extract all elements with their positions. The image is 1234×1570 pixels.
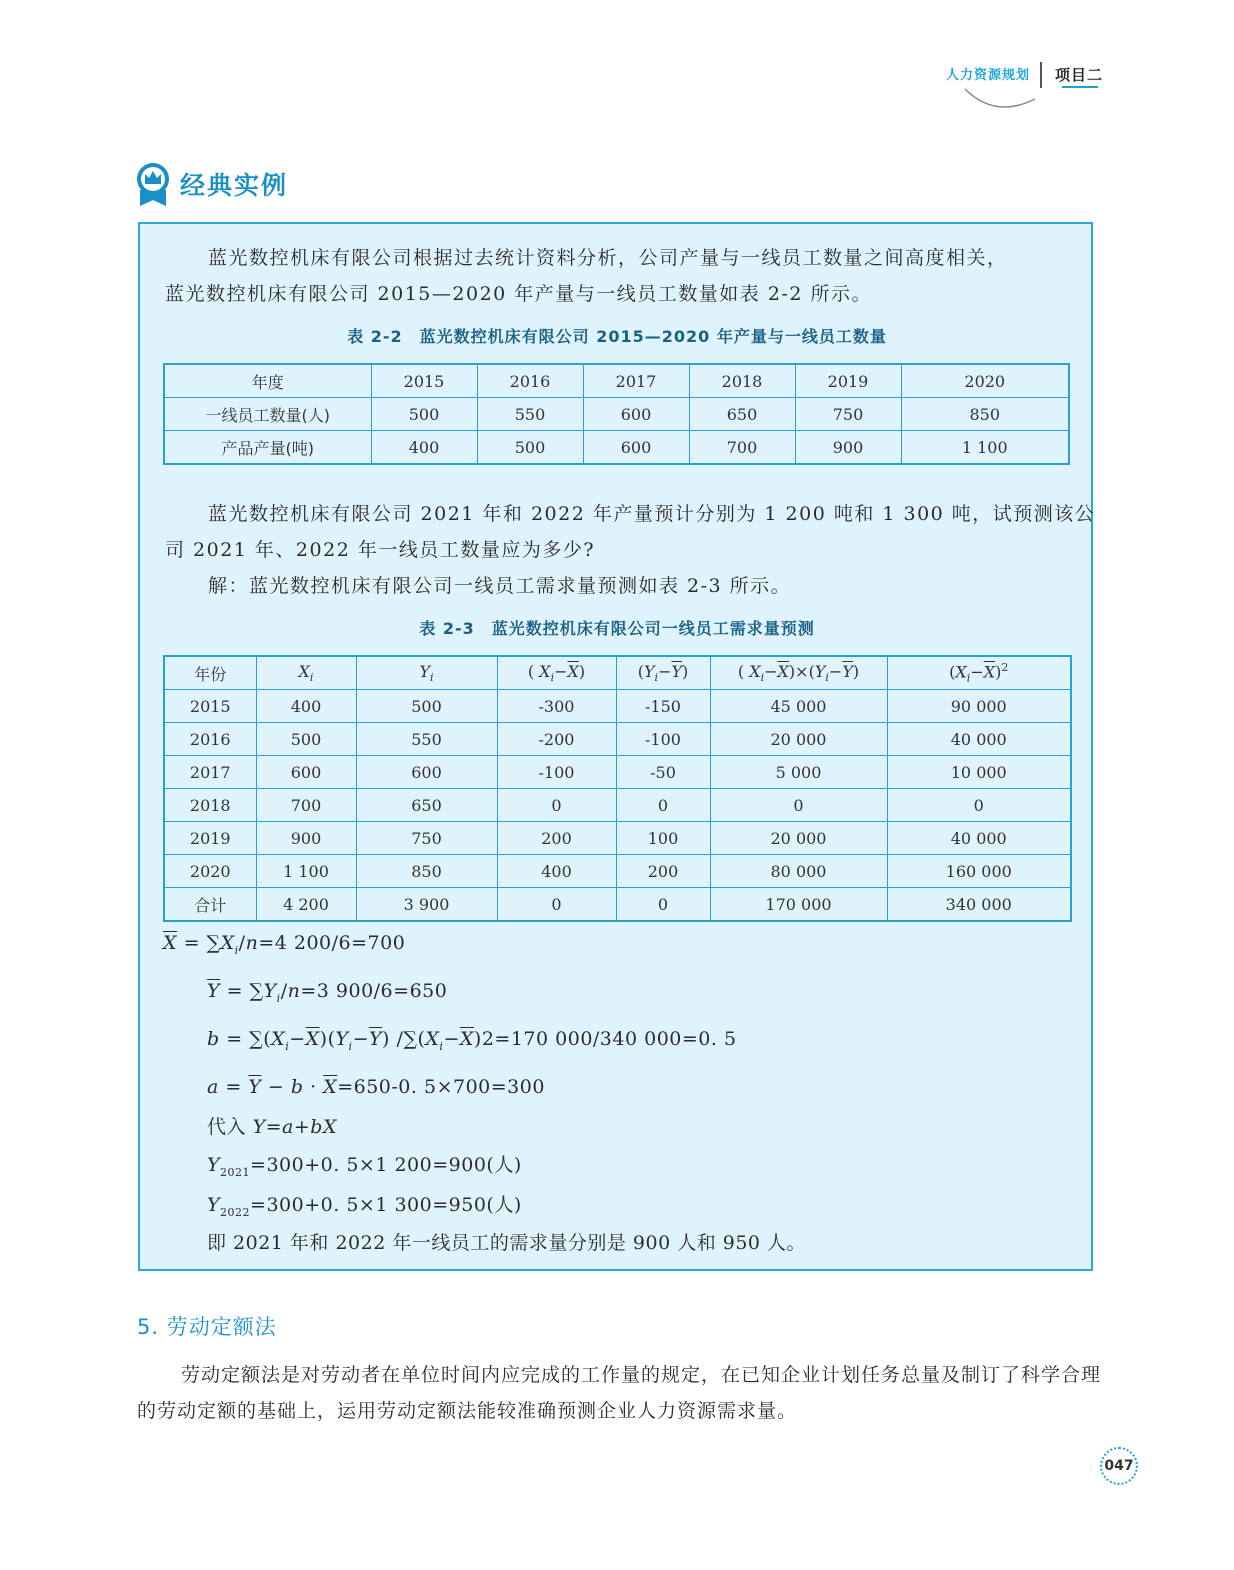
formula-b: $b = \sum(X_i-\overline{X})(Y_i-\overline{Y})$ $/\sum(X_i-\overline{X})2=170$ 000/340 000=0. 5 (207, 1028, 737, 1053)
formula-y2022: $Y_{2022}=300+0$. 5×1 300=950(人) (207, 1194, 522, 1219)
table-cell: 600 (256, 756, 356, 789)
table-cell: 170 000 (710, 888, 887, 922)
table-cell: 400 (256, 690, 356, 723)
table-cell: 750 (795, 398, 901, 431)
table-cell: 1 100 (256, 855, 356, 888)
table-cell: 200 (497, 822, 616, 855)
header-underline (1062, 86, 1098, 88)
table-cell: 750 (356, 822, 497, 855)
table-cell: 20 000 (710, 723, 887, 756)
table-header-cell-xi: $X_i$ (256, 656, 356, 690)
table-cell: 600 (583, 431, 689, 465)
table-2-2 (163, 363, 1070, 465)
intro-line-1: 蓝光数控机床有限公司根据过去统计资料分析，公司产量与一线员工数量之间高度相关， (208, 247, 1008, 269)
table-cell: 合计 (164, 888, 256, 922)
table-header-cell: 年度 (164, 364, 371, 398)
formula-y-mean: $\overline{Y} = \sum Y_i/n=3$ 900/6=650 (207, 980, 448, 1005)
table-2-2-caption: 表 2-2 蓝光数控机床有限公司 2015—2020 年产量与一线员工数量 (347, 327, 887, 346)
table-cell: 0 (616, 789, 710, 822)
table-cell: 700 (689, 431, 795, 465)
year-header-cell: 2017 (583, 364, 689, 398)
year-header-cell: 2016 (477, 364, 583, 398)
year-header-cell: 2015 (371, 364, 477, 398)
table-cell: 40 000 (887, 723, 1071, 756)
table-header-row (164, 364, 1069, 398)
table-cell: 100 (616, 822, 710, 855)
answer-intro: 解：蓝光数控机床有限公司一线员工需求量预测如表 2-3 所示。 (208, 575, 792, 597)
table-cell: 40 000 (887, 822, 1071, 855)
row-label-cell: 一线员工数量(人) (164, 398, 371, 431)
section-5-body: 劳动定额法是对劳动者在单位时间内应完成的工作量的规定，在已知企业计划任务总量及制订了科学合理的劳动定额的基础上，运用劳动定额法能较准确预测企业人力资源需求量。 (137, 1364, 1102, 1422)
formula-y-mean-result: =3 900/6=650 (300, 980, 448, 1002)
table-cell: -50 (616, 756, 710, 789)
table-cell: -150 (616, 690, 710, 723)
table-cell: 10 000 (887, 756, 1071, 789)
table-header-cell-yi: $Y_i$ (356, 656, 497, 690)
table-cell: 400 (497, 855, 616, 888)
table-cell: 500 (477, 431, 583, 465)
table-cell: 650 (356, 789, 497, 822)
table-cell: 160 000 (887, 855, 1071, 888)
table-cell: 200 (616, 855, 710, 888)
conclusion-line: 即 2021 年和 2022 年一线员工的需求量分别是 900 人和 950 人。 (207, 1232, 807, 1254)
header-curve-ornament (960, 84, 1040, 114)
table-cell: 0 (887, 789, 1071, 822)
table-cell: 2020 (164, 855, 256, 888)
table-cell: 900 (795, 431, 901, 465)
formula-y2021-result: =300+0. 5×1 200=900(人) (250, 1154, 522, 1176)
table-cell: 340 000 (887, 888, 1071, 922)
table-cell: 2019 (164, 822, 256, 855)
table-header-row (164, 656, 1071, 690)
y2021-subscript: 2021 (220, 1165, 251, 1179)
table-header-cell-y-deviation: $(Y_i-\overline{Y})$ (616, 656, 710, 690)
formula-b-result: 2=170 000/340 000=0. 5 (481, 1028, 737, 1050)
table-row (164, 756, 1071, 789)
table-cell: 0 (710, 789, 887, 822)
table-row (164, 723, 1071, 756)
table-header-cell-x-deviation: ( $X_i-\overline{X}$) (497, 656, 616, 690)
question-line-1: 蓝光数控机床有限公司 2021 年和 2022 年产量预计分别为 1 200 吨和 1 300 吨，试预测该公 (208, 503, 1096, 525)
header-divider (1040, 62, 1042, 88)
year-header-cell: 2019 (795, 364, 901, 398)
table-header-cell: 年份 (164, 656, 256, 690)
table-row (164, 855, 1071, 888)
page-number: 047 (1100, 1447, 1138, 1485)
table-cell: 90 000 (887, 690, 1071, 723)
table-row (164, 789, 1071, 822)
table-cell: 600 (356, 756, 497, 789)
table-cell: 45 000 (710, 690, 887, 723)
row-label-cell: 产品产量(吨) (164, 431, 371, 465)
table-cell: 80 000 (710, 855, 887, 888)
running-header-section: 人力资源规划 (946, 68, 1031, 83)
table-row (164, 398, 1069, 431)
table-cell: 0 (616, 888, 710, 922)
table-total-row (164, 888, 1071, 922)
table-cell: 650 (689, 398, 795, 431)
table-cell: 500 (356, 690, 497, 723)
table-cell: 4 200 (256, 888, 356, 922)
table-2-3 (163, 655, 1072, 922)
formula-y2022-result: =300+0. 5×1 300=950(人) (250, 1194, 522, 1216)
formula-y2021: $Y_{2021}=300+0$. 5×1 200=900(人) (207, 1154, 522, 1179)
table-cell: 2016 (164, 723, 256, 756)
table-cell: 500 (256, 723, 356, 756)
intro-line-2: 蓝光数控机床有限公司 2015—2020 年产量与一线员工数量如表 2-2 所示。 (165, 283, 872, 305)
table-cell: -100 (616, 723, 710, 756)
table-cell: 850 (901, 398, 1069, 431)
table-cell: 700 (256, 789, 356, 822)
table-cell: 850 (356, 855, 497, 888)
table-cell: 2018 (164, 789, 256, 822)
table-cell: 5 000 (710, 756, 887, 789)
formula-x-mean: $\overline{X} = \sum X_i/n=4$ 200/6=700 (163, 932, 406, 957)
table-cell: 2015 (164, 690, 256, 723)
formula-substitute: 代入 Y=a+bX (207, 1116, 337, 1138)
year-header-cell: 2018 (689, 364, 795, 398)
table-cell: 1 100 (901, 431, 1069, 465)
table-header-cell-x-squared: $(X_i-\overline{X})^2$ (887, 656, 1071, 690)
table-cell: 900 (256, 822, 356, 855)
formula-a: $a = \overline{Y} - b \cdot \overline{X}=650-0$. 5×700=300 (207, 1076, 545, 1098)
table-cell: 550 (356, 723, 497, 756)
table-cell: -300 (497, 690, 616, 723)
formula-x-mean-result: =4 200/6=700 (258, 932, 406, 954)
example-section-title: 经典实例 (180, 171, 289, 200)
running-header-project: 项目二 (1055, 66, 1104, 84)
table-cell: 0 (497, 888, 616, 922)
table-header-cell-product: ( $X_i-\overline{X})\times(Y_i-\overline{Y})$ (710, 656, 887, 690)
question-line-2: 司 2021 年、2022 年一线员工数量应为多少? (165, 539, 596, 561)
substitute-label: 代入 (207, 1116, 247, 1138)
table-cell: 2017 (164, 756, 256, 789)
table-2-3-caption: 表 2-3 蓝光数控机床有限公司一线员工需求量预测 (419, 619, 815, 638)
table-cell: 600 (583, 398, 689, 431)
table-row (164, 822, 1071, 855)
table-cell: 3 900 (356, 888, 497, 922)
crown-badge-icon (136, 160, 170, 208)
table-cell: 550 (477, 398, 583, 431)
table-row (164, 431, 1069, 465)
formula-a-result: =650-0. 5×700=300 (337, 1076, 545, 1098)
table-row (164, 690, 1071, 723)
table-cell: 20 000 (710, 822, 887, 855)
y2022-subscript: 2022 (220, 1205, 251, 1219)
year-header-cell: 2020 (901, 364, 1069, 398)
table-cell: -100 (497, 756, 616, 789)
table-cell: 500 (371, 398, 477, 431)
table-cell: -200 (497, 723, 616, 756)
table-cell: 0 (497, 789, 616, 822)
section-5-heading: 5. 劳动定额法 (137, 1315, 277, 1339)
table-cell: 400 (371, 431, 477, 465)
